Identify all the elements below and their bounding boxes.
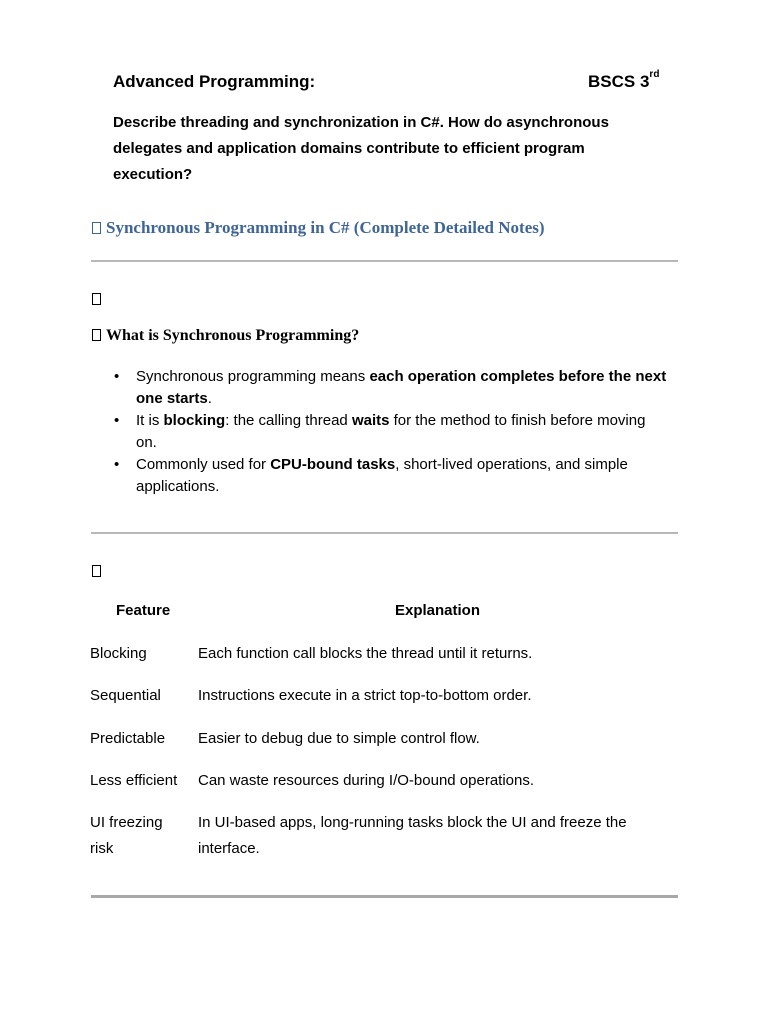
table-cell-explanation: Instructions execute in a strict top-to-bottom order. xyxy=(198,687,532,704)
bullet-text: It is xyxy=(136,412,164,429)
missing-glyph-icon xyxy=(92,222,101,234)
horizontal-rule xyxy=(91,532,678,534)
horizontal-rule xyxy=(91,260,678,262)
bullet-bold-text: CPU-bound tasks xyxy=(270,456,396,473)
question-text: Describe threading and synchronization in C#. How do asynchronous delegates and application domains contribute to efficient program execution? xyxy=(113,114,609,183)
table-cell-explanation: Each function call blocks the thread until it returns. xyxy=(198,645,533,662)
bullet-bold-text: blocking xyxy=(163,412,226,429)
bullet-text: : the calling thread xyxy=(225,412,352,429)
bullet-list xyxy=(112,366,668,498)
table-cell-explanation: In UI-based apps, long-running tasks block the UI and freeze the interface. xyxy=(198,814,627,857)
subheading-text: What is Synchronous Programming? xyxy=(106,327,360,344)
table-cell-feature: Sequential xyxy=(90,687,161,704)
bullet-text: Commonly used for xyxy=(136,456,271,473)
missing-glyph-icon xyxy=(92,291,106,309)
list-item xyxy=(112,366,668,410)
list-item xyxy=(112,410,668,454)
missing-glyph-icon xyxy=(92,329,101,341)
bullet-text: for the method to finish before moving on. xyxy=(136,412,646,451)
bullet-text: . xyxy=(207,390,212,407)
table-cell-explanation: Easier to debug due to simple control flow. xyxy=(198,730,480,747)
table-header-explanation: Explanation xyxy=(395,602,481,619)
bullet-bold-text: each operation completes before the next one starts xyxy=(136,368,667,407)
missing-glyph-icon xyxy=(92,563,106,581)
table-cell-feature: UI freezing risk xyxy=(90,814,163,857)
table-cell-explanation: Can waste resources during I/O-bound operations. xyxy=(198,772,535,789)
section-title-text: Synchronous Programming in C# (Complete Detailed Notes) xyxy=(106,218,545,237)
course-title: Advanced Programming: xyxy=(113,72,316,91)
class-label-text: BSCS 3 xyxy=(588,72,650,91)
subheading xyxy=(92,327,359,345)
class-label xyxy=(588,69,660,92)
table-cell-feature: Less efficient xyxy=(90,772,178,789)
bullet-text: Synchronous programming means xyxy=(136,368,370,385)
bullet-bold-text: waits xyxy=(351,412,390,429)
table-header-feature: Feature xyxy=(116,602,171,619)
table-cell-feature: Predictable xyxy=(90,730,166,747)
section-title xyxy=(92,218,545,238)
table-cell-feature: Blocking xyxy=(90,645,147,662)
horizontal-rule xyxy=(91,895,678,898)
class-label-suffix: rd xyxy=(649,69,660,81)
bullet-text: , short-lived operations, and simple applications. xyxy=(136,456,628,495)
list-item xyxy=(112,454,668,498)
